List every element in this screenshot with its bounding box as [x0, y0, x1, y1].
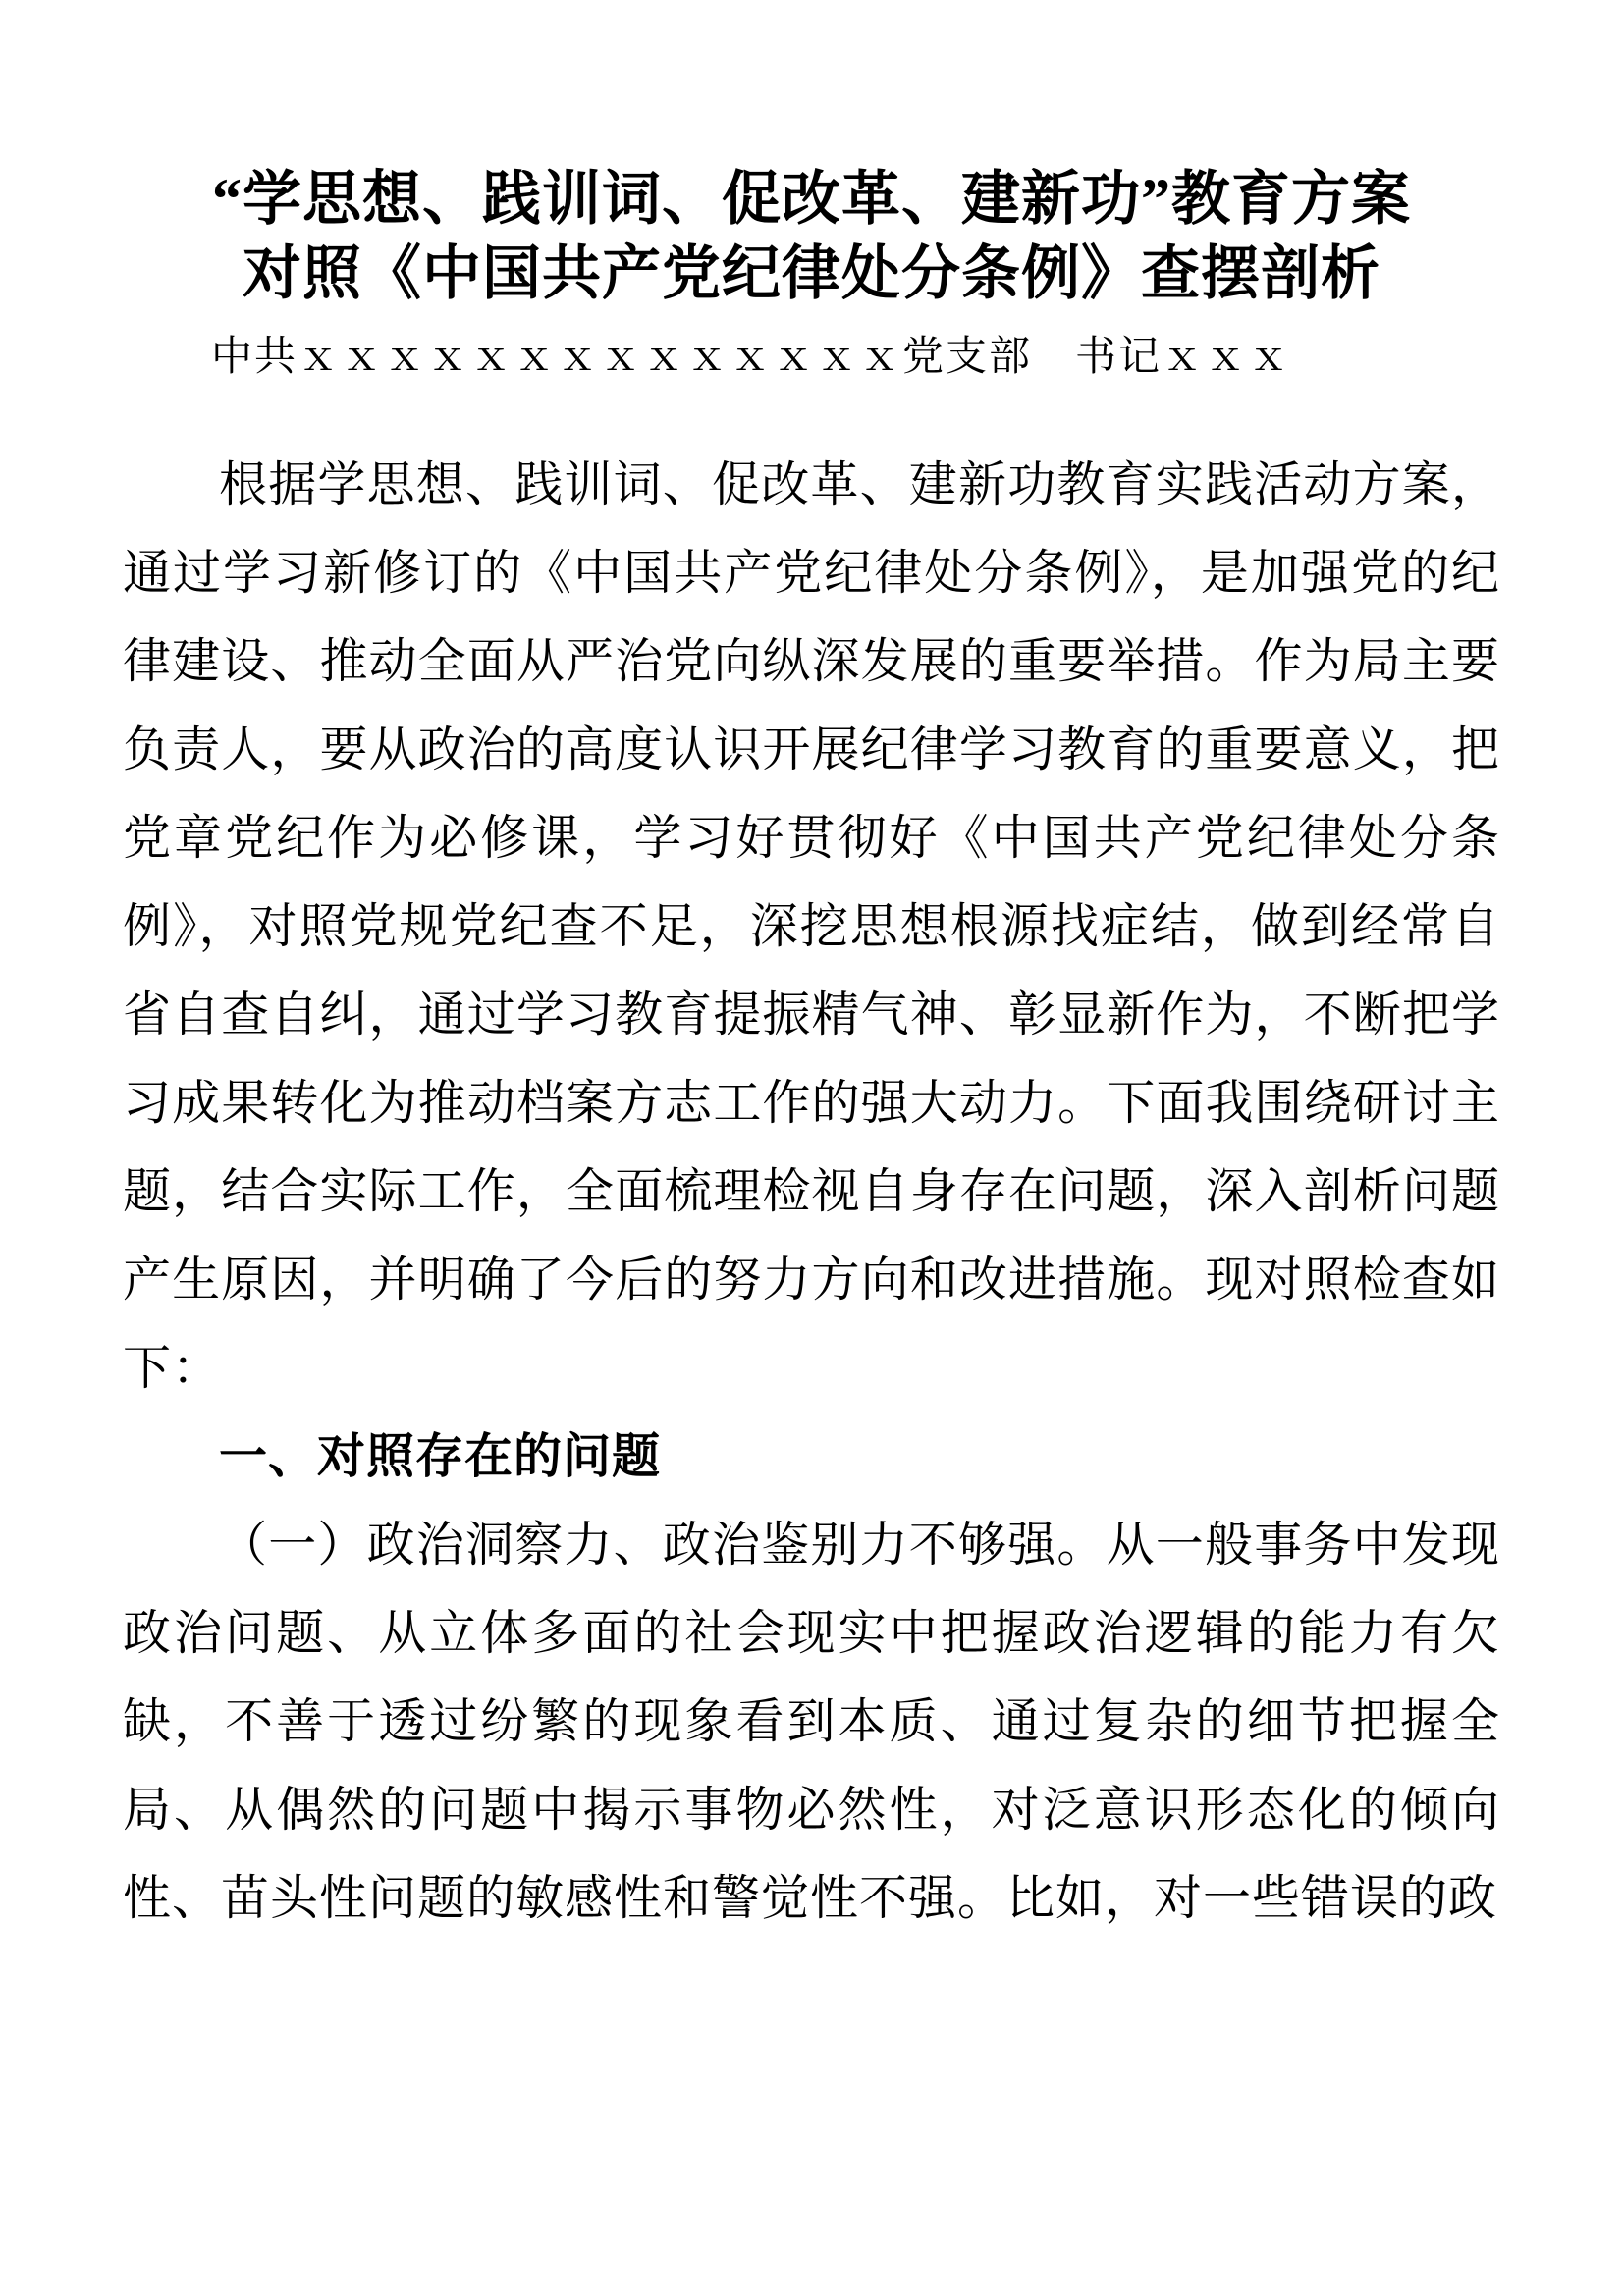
title-line-1: “学思想、践训词、促改革、建新功”教育方案	[212, 167, 1411, 232]
document-title	[123, 162, 1500, 311]
title-line-2: 对照《中国共产党纪律处分条例》查摆剖析	[243, 241, 1380, 306]
document-body	[123, 441, 1500, 1943]
section-heading-problems: 一、对照存在的问题	[219, 1429, 662, 1483]
byline: 中共ｘｘｘｘｘｘｘｘｘｘｘｘｘｘ党支部 书记ｘｘｘ	[211, 335, 1292, 380]
paragraph-intro: 根据学思想、践训词、促改革、建新功教育实践活动方案，通过学习新修订的《中国共产党纪律处分条例》，是加强党的纪律建设、推动全面从严治党向纵深发展的重要举措。作为局主要负责人，要从政治的高度认识开展纪律学习教育的重要意义，把党章党纪作为必修课，学习好贯彻好《中国共产党纪律处分条例》，对照党规党纪查不足，深挖思想根源找症结，做到经常自省自查自纠，通过学习教育提振精气神、彰显新作为，不断把学习成果转化为推动档案方志工作的强大动力。下面我围绕研讨主题，结合实际工作，全面梳理检视自身存在问题，深入剖析问题产生原因，并明确了今后的努力方向和改进措施。现对照检查如下：	[123, 457, 1500, 1395]
paragraph-problem-1: （一）政治洞察力、政治鉴别力不够强。从一般事务中发现政治问题、从立体多面的社会现实中把握政治逻辑的能力有欠缺，不善于透过纷繁的现象看到本质、通过复杂的细节把握全局、从偶然的问题中揭示事物必然性，对泛意识形态化的倾向性、苗头性问题的敏感性和警觉性不强。比如，对一些错误的政	[123, 1518, 1500, 1925]
